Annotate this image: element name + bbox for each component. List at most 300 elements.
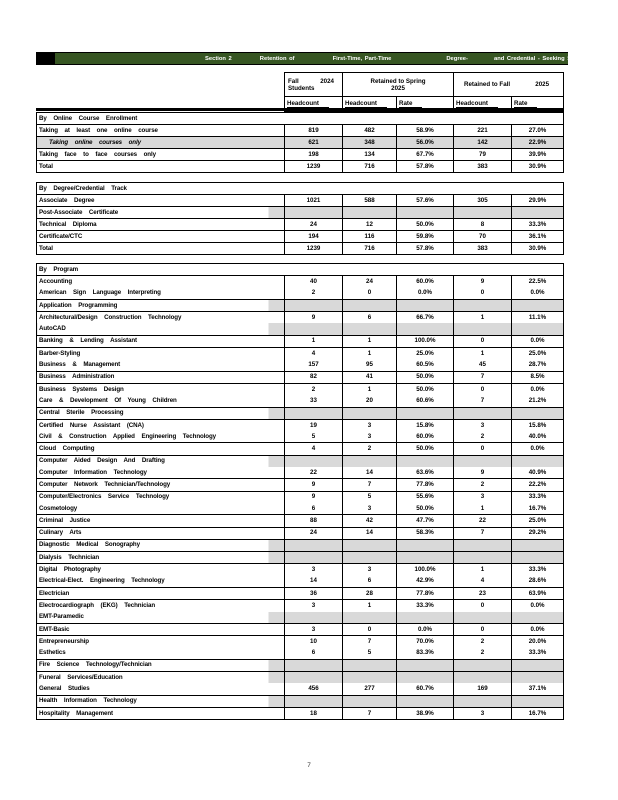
cell-value: 33.3% bbox=[512, 219, 564, 231]
table-row bbox=[37, 479, 564, 491]
cell-value: 1 bbox=[454, 312, 512, 324]
row-label: General Studies bbox=[37, 683, 285, 695]
row-label: Computer/Electronics Service Technology bbox=[37, 491, 285, 503]
row-label: Criminal Justice bbox=[37, 515, 285, 527]
table-row bbox=[37, 455, 564, 467]
cell-value: 60.7% bbox=[397, 683, 454, 695]
cell-value: 157 bbox=[285, 359, 343, 371]
cell-value bbox=[512, 552, 564, 564]
row-label: EMT-Basic bbox=[37, 623, 285, 635]
cell-value: 60.0% bbox=[397, 431, 454, 443]
cell-value bbox=[397, 299, 454, 311]
cell-value: 29.2% bbox=[512, 527, 564, 539]
row-label: Total bbox=[37, 161, 285, 173]
row-label: Barber-Styling bbox=[37, 348, 285, 360]
cell-value: 9 bbox=[285, 312, 343, 324]
cell-value: 11.1% bbox=[512, 312, 564, 324]
row-label: Civil & Construction Applied Engineering Technology bbox=[37, 431, 285, 443]
cell-value: 819 bbox=[285, 125, 343, 137]
cell-value: 33.3% bbox=[512, 491, 564, 503]
table-row bbox=[37, 288, 564, 300]
cell-value: 60.6% bbox=[397, 395, 454, 407]
cell-value: 3 bbox=[454, 707, 512, 719]
cell-value: 70.0% bbox=[397, 636, 454, 648]
cell-value bbox=[285, 455, 343, 467]
cell-value bbox=[397, 695, 454, 707]
cell-value: 348 bbox=[343, 137, 397, 149]
title-segment: Retention of bbox=[259, 55, 295, 62]
row-label: Entrepreneurship bbox=[37, 636, 285, 648]
cell-value: 2 bbox=[454, 431, 512, 443]
cell-value bbox=[397, 612, 454, 624]
cell-value bbox=[512, 323, 564, 335]
cell-value: 0.0% bbox=[397, 623, 454, 635]
cell-value: 1 bbox=[454, 348, 512, 360]
table-row bbox=[37, 219, 564, 231]
cell-value bbox=[512, 207, 564, 219]
cell-value: 8.5% bbox=[512, 371, 564, 383]
cell-value: 7 bbox=[343, 636, 397, 648]
header-retained-fall bbox=[454, 73, 564, 97]
cell-value: 36.1% bbox=[512, 231, 564, 243]
row-label: Hospitality Management bbox=[37, 707, 285, 719]
cell-value: 50.0% bbox=[397, 371, 454, 383]
table-row bbox=[37, 491, 564, 503]
cell-value: 25.0% bbox=[397, 348, 454, 360]
program-table bbox=[36, 263, 564, 720]
table-row bbox=[37, 600, 564, 612]
cell-value: 6 bbox=[343, 312, 397, 324]
row-label: Fire Science Technology/Technician bbox=[37, 659, 285, 671]
cell-value: 12 bbox=[343, 219, 397, 231]
cell-value: 3 bbox=[343, 431, 397, 443]
cell-value: 3 bbox=[343, 503, 397, 515]
cell-value: 3 bbox=[285, 623, 343, 635]
table-row bbox=[37, 419, 564, 431]
cell-value: 7 bbox=[454, 395, 512, 407]
cell-value: 3 bbox=[454, 491, 512, 503]
title-segment: First-Time, Part-Time bbox=[332, 55, 392, 62]
header-text: Retained to Fall bbox=[464, 81, 511, 88]
row-label: Technical Diploma bbox=[37, 219, 285, 231]
cell-value: 3 bbox=[285, 600, 343, 612]
row-label: Certified Nurse Assistant (CNA) bbox=[37, 419, 285, 431]
cell-value: 1 bbox=[343, 383, 397, 395]
row-label: Application Programming bbox=[37, 299, 285, 311]
cell-value: 0 bbox=[454, 383, 512, 395]
table-row bbox=[37, 323, 564, 335]
cell-value: 305 bbox=[454, 195, 512, 207]
subheader-text: Headcount bbox=[287, 100, 329, 108]
cell-value: 42 bbox=[343, 515, 397, 527]
cell-value bbox=[454, 207, 512, 219]
table-row bbox=[37, 576, 564, 588]
cell-value: 456 bbox=[285, 683, 343, 695]
cell-value: 1239 bbox=[285, 243, 343, 255]
cell-value: 1 bbox=[285, 335, 343, 347]
cell-value: 33.3% bbox=[512, 648, 564, 660]
cell-value: 22.5% bbox=[512, 276, 564, 288]
table-row bbox=[37, 431, 564, 443]
row-label: Cosmetology bbox=[37, 503, 285, 515]
table-row bbox=[37, 299, 564, 311]
cell-value bbox=[454, 672, 512, 684]
cell-value: 169 bbox=[454, 683, 512, 695]
cell-value: 30.9% bbox=[512, 161, 564, 173]
cell-value: 50.0% bbox=[397, 503, 454, 515]
cell-value: 18 bbox=[285, 707, 343, 719]
cell-value bbox=[343, 299, 397, 311]
row-label: Digital Photography bbox=[37, 564, 285, 576]
cell-value: 33.3% bbox=[512, 564, 564, 576]
table-row bbox=[37, 623, 564, 635]
cell-value: 67.7% bbox=[397, 149, 454, 161]
cell-value bbox=[285, 695, 343, 707]
header-text: 2025 bbox=[535, 81, 550, 88]
cell-value: 9 bbox=[285, 491, 343, 503]
cell-value bbox=[512, 612, 564, 624]
cell-value: 50.0% bbox=[397, 383, 454, 395]
row-label: Central Sterile Processing bbox=[37, 407, 285, 419]
cell-value: 10 bbox=[285, 636, 343, 648]
row-label: Computer Network Technician/Technology bbox=[37, 479, 285, 491]
cell-value: 3 bbox=[343, 564, 397, 576]
cell-value: 0.0% bbox=[397, 288, 454, 300]
cell-value: 37.1% bbox=[512, 683, 564, 695]
table-row bbox=[37, 312, 564, 324]
cell-value: 5 bbox=[343, 648, 397, 660]
cell-value: 77.8% bbox=[397, 588, 454, 600]
cell-value bbox=[512, 299, 564, 311]
cell-value: 2 bbox=[454, 636, 512, 648]
cell-value: 16.7% bbox=[512, 707, 564, 719]
row-label: Business Systems Design bbox=[37, 383, 285, 395]
cell-value: 1239 bbox=[285, 161, 343, 173]
table-row bbox=[37, 588, 564, 600]
cell-value bbox=[454, 552, 512, 564]
cell-value: 47.7% bbox=[397, 515, 454, 527]
cell-value: 1021 bbox=[285, 195, 343, 207]
cell-value: 14 bbox=[343, 527, 397, 539]
row-label: Banking & Lending Assistant bbox=[37, 335, 285, 347]
table-row bbox=[37, 648, 564, 660]
cell-value: 58.9% bbox=[397, 125, 454, 137]
row-label: Post-Associate Certificate bbox=[37, 207, 285, 219]
title-segment: Degree- bbox=[446, 55, 468, 62]
cell-value: 22.9% bbox=[512, 137, 564, 149]
cell-value: 83.3% bbox=[397, 648, 454, 660]
cell-value bbox=[454, 659, 512, 671]
cell-value bbox=[343, 539, 397, 551]
cell-value bbox=[454, 539, 512, 551]
cell-value: 79 bbox=[454, 149, 512, 161]
title-segment: and Credential - Seeking Students bbox=[493, 55, 593, 62]
cell-value bbox=[397, 539, 454, 551]
cell-value: 33 bbox=[285, 395, 343, 407]
cell-value bbox=[397, 455, 454, 467]
table-row bbox=[37, 539, 564, 551]
row-label: Electrician bbox=[37, 588, 285, 600]
header-text: Students bbox=[288, 84, 315, 92]
cell-value bbox=[512, 539, 564, 551]
cell-value: 1 bbox=[343, 348, 397, 360]
cell-value: 27.0% bbox=[512, 125, 564, 137]
cell-value bbox=[454, 407, 512, 419]
header-text: Retained to Spring bbox=[370, 77, 426, 85]
cell-value: 2 bbox=[343, 443, 397, 455]
cell-value: 194 bbox=[285, 231, 343, 243]
table-row bbox=[37, 443, 564, 455]
cell-value: 3 bbox=[343, 419, 397, 431]
cell-value: 33.3% bbox=[397, 600, 454, 612]
cell-value: 16.7% bbox=[512, 503, 564, 515]
cell-value: 24 bbox=[343, 276, 397, 288]
cell-value: 36 bbox=[285, 588, 343, 600]
cell-value: 50.0% bbox=[397, 219, 454, 231]
cell-value: 1 bbox=[454, 503, 512, 515]
table-row bbox=[37, 335, 564, 347]
cell-value: 60.5% bbox=[397, 359, 454, 371]
title-bar-black-block bbox=[36, 53, 55, 64]
cell-value: 40 bbox=[285, 276, 343, 288]
cell-value: 58.3% bbox=[397, 527, 454, 539]
cell-value: 6 bbox=[285, 503, 343, 515]
cell-value: 4 bbox=[285, 443, 343, 455]
table-row bbox=[37, 527, 564, 539]
row-label: Diagnostic Medical Sonography bbox=[37, 539, 285, 551]
table-row bbox=[37, 552, 564, 564]
cell-value: 621 bbox=[285, 137, 343, 149]
cell-value: 0.0% bbox=[512, 383, 564, 395]
page-number: 7 bbox=[307, 762, 311, 769]
header-text: 2024 bbox=[320, 77, 334, 85]
cell-value: 6 bbox=[343, 576, 397, 588]
table-row bbox=[37, 515, 564, 527]
row-label: Computer Information Technology bbox=[37, 467, 285, 479]
cell-value: 45 bbox=[454, 359, 512, 371]
cell-value bbox=[512, 659, 564, 671]
cell-value bbox=[454, 323, 512, 335]
header-fall-2024-students bbox=[285, 73, 343, 97]
cell-value: 56.0% bbox=[397, 137, 454, 149]
cell-value bbox=[285, 299, 343, 311]
cell-value bbox=[512, 695, 564, 707]
cell-value: 0.0% bbox=[512, 623, 564, 635]
cell-value: 21.2% bbox=[512, 395, 564, 407]
row-label: Health Information Technology bbox=[37, 695, 285, 707]
cell-value: 100.0% bbox=[397, 335, 454, 347]
cell-value: 63.6% bbox=[397, 467, 454, 479]
cell-value: 28.6% bbox=[512, 576, 564, 588]
cell-value: 1 bbox=[343, 600, 397, 612]
cell-value: 63.9% bbox=[512, 588, 564, 600]
cell-value: 0 bbox=[454, 335, 512, 347]
cell-value: 20 bbox=[343, 395, 397, 407]
cell-value bbox=[285, 539, 343, 551]
cell-value: 1 bbox=[343, 335, 397, 347]
cell-value: 24 bbox=[285, 219, 343, 231]
row-label: Esthetics bbox=[37, 648, 285, 660]
header-retained-spring bbox=[343, 73, 454, 97]
table-row bbox=[37, 276, 564, 288]
cell-value: 23 bbox=[454, 588, 512, 600]
cell-value: 40.9% bbox=[512, 467, 564, 479]
cell-value: 95 bbox=[343, 359, 397, 371]
cell-value: 221 bbox=[454, 125, 512, 137]
cell-value: 57.8% bbox=[397, 243, 454, 255]
row-label: Total bbox=[37, 243, 285, 255]
cell-value bbox=[343, 695, 397, 707]
cell-value: 2 bbox=[285, 288, 343, 300]
cell-value: 25.0% bbox=[512, 515, 564, 527]
cell-value: 70 bbox=[454, 231, 512, 243]
cell-value bbox=[343, 407, 397, 419]
row-label: Accounting bbox=[37, 276, 285, 288]
cell-value: 1 bbox=[454, 564, 512, 576]
cell-value: 60.0% bbox=[397, 276, 454, 288]
cell-value: 2 bbox=[285, 383, 343, 395]
cell-value bbox=[512, 672, 564, 684]
cell-value bbox=[285, 407, 343, 419]
cell-value: 588 bbox=[343, 195, 397, 207]
cell-value: 66.7% bbox=[397, 312, 454, 324]
table-row bbox=[37, 636, 564, 648]
cell-value: 0 bbox=[343, 623, 397, 635]
cell-value: 7 bbox=[343, 707, 397, 719]
cell-value: 15.8% bbox=[512, 419, 564, 431]
cell-value: 7 bbox=[454, 527, 512, 539]
cell-value: 28 bbox=[343, 588, 397, 600]
cell-value bbox=[454, 455, 512, 467]
subheader-text: Headcount bbox=[456, 100, 498, 108]
table-row bbox=[37, 243, 564, 255]
cell-value bbox=[285, 323, 343, 335]
table-row bbox=[37, 395, 564, 407]
section-title-bar bbox=[36, 52, 593, 65]
cell-value: 41 bbox=[343, 371, 397, 383]
cell-value bbox=[343, 207, 397, 219]
cell-value: 0.0% bbox=[512, 443, 564, 455]
cell-value: 0.0% bbox=[512, 335, 564, 347]
cell-value bbox=[343, 455, 397, 467]
row-label: Cloud Computing bbox=[37, 443, 285, 455]
cell-value bbox=[343, 659, 397, 671]
table-row bbox=[37, 707, 564, 719]
row-label: Business Administration bbox=[37, 371, 285, 383]
cell-value bbox=[343, 672, 397, 684]
cell-value bbox=[285, 659, 343, 671]
table-row bbox=[37, 383, 564, 395]
cell-value: 24 bbox=[285, 527, 343, 539]
table-row bbox=[37, 195, 564, 207]
cell-value bbox=[343, 612, 397, 624]
table-row bbox=[37, 161, 564, 173]
row-label: Taking face to face courses only bbox=[37, 149, 285, 161]
subheader-text: Rate bbox=[514, 100, 537, 108]
subheader-text: Rate bbox=[399, 100, 422, 108]
cell-value: 142 bbox=[454, 137, 512, 149]
row-label: Certificate/CTC bbox=[37, 231, 285, 243]
title-segment: Section 2 bbox=[205, 55, 232, 62]
header-text: Fall bbox=[288, 77, 299, 85]
cell-value: 6 bbox=[285, 648, 343, 660]
cell-value bbox=[397, 552, 454, 564]
cell-value: 39.9% bbox=[512, 149, 564, 161]
cell-value: 0.0% bbox=[512, 288, 564, 300]
table-row bbox=[37, 125, 564, 137]
table-row bbox=[37, 359, 564, 371]
header-separator-line bbox=[36, 108, 563, 111]
cell-value: 40.0% bbox=[512, 431, 564, 443]
subheader-text: Headcount bbox=[345, 100, 387, 108]
cell-value bbox=[397, 407, 454, 419]
cell-value: 19 bbox=[285, 419, 343, 431]
cell-value: 14 bbox=[285, 576, 343, 588]
cell-value: 55.6% bbox=[397, 491, 454, 503]
cell-value bbox=[397, 659, 454, 671]
cell-value bbox=[397, 672, 454, 684]
cell-value: 59.8% bbox=[397, 231, 454, 243]
table-row bbox=[37, 371, 564, 383]
table-row bbox=[37, 348, 564, 360]
cell-value bbox=[454, 299, 512, 311]
cell-value bbox=[285, 672, 343, 684]
cell-value bbox=[397, 323, 454, 335]
row-label: American Sign Language Interpreting bbox=[37, 288, 285, 300]
table-row bbox=[37, 467, 564, 479]
cell-value bbox=[454, 612, 512, 624]
cell-value: 3 bbox=[454, 419, 512, 431]
row-label: Business & Management bbox=[37, 359, 285, 371]
cell-value: 482 bbox=[343, 125, 397, 137]
cell-value: 134 bbox=[343, 149, 397, 161]
row-label: Care & Development Of Young Children bbox=[37, 395, 285, 407]
cell-value bbox=[512, 455, 564, 467]
cell-value: 0.0% bbox=[512, 600, 564, 612]
row-label: Taking online courses only bbox=[37, 137, 285, 149]
cell-value: 198 bbox=[285, 149, 343, 161]
cell-value: 3 bbox=[285, 564, 343, 576]
cell-value bbox=[343, 323, 397, 335]
cell-value: 100.0% bbox=[397, 564, 454, 576]
cell-value: 4 bbox=[454, 576, 512, 588]
cell-value: 28.7% bbox=[512, 359, 564, 371]
section-header: By Online Course Enrollment bbox=[37, 113, 564, 125]
table-row bbox=[37, 231, 564, 243]
cell-value: 8 bbox=[454, 219, 512, 231]
row-label: EMT-Paramedic bbox=[37, 612, 285, 624]
table-row bbox=[37, 695, 564, 707]
row-label: AutoCAD bbox=[37, 323, 285, 335]
cell-value: 116 bbox=[343, 231, 397, 243]
table-row bbox=[37, 672, 564, 684]
row-label: Architectural/Design Construction Technology bbox=[37, 312, 285, 324]
cell-value bbox=[285, 207, 343, 219]
row-label: Electrocardiograph (EKG) Technician bbox=[37, 600, 285, 612]
header-text: 2025 bbox=[391, 84, 405, 92]
cell-value: 4 bbox=[285, 348, 343, 360]
table-row bbox=[37, 207, 564, 219]
cell-value: 22 bbox=[285, 467, 343, 479]
cell-value: 716 bbox=[343, 161, 397, 173]
table-row bbox=[37, 683, 564, 695]
cell-value: 2 bbox=[454, 648, 512, 660]
cell-value: 383 bbox=[454, 243, 512, 255]
cell-value bbox=[285, 552, 343, 564]
row-label: Culinary Arts bbox=[37, 527, 285, 539]
column-header-block bbox=[284, 72, 564, 112]
cell-value: 0 bbox=[454, 443, 512, 455]
